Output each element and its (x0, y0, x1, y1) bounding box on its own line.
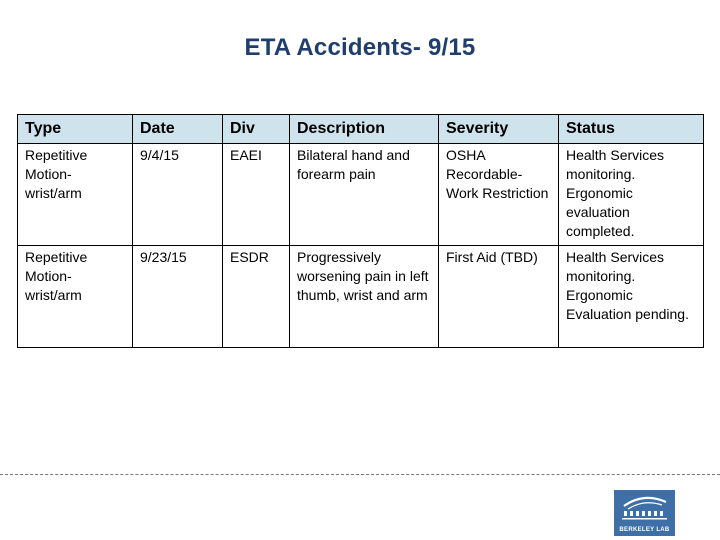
table-header-row (18, 115, 704, 144)
cell-type: Repetitive Motion-wrist/arm (18, 246, 133, 348)
cell-severity: First Aid (TBD) (439, 246, 559, 348)
cell-div: ESDR (223, 246, 290, 348)
cell-status: Health Services monitoring. Ergonomic evaluation completed. (559, 144, 704, 246)
berkeley-lab-logo (614, 490, 675, 536)
cell-description: Bilateral hand and forearm pain (290, 144, 439, 246)
header-div: Div (223, 115, 290, 144)
header-date: Date (133, 115, 223, 144)
footer-divider (0, 474, 720, 475)
slide-title: ETA Accidents- 9/15 (244, 34, 476, 61)
accidents-table (17, 114, 704, 348)
cell-severity: OSHA Recordable-Work Restriction (439, 144, 559, 246)
cell-description: Progressively worsening pain in left thumb, wrist and arm (290, 246, 439, 348)
cell-div: EAEI (223, 144, 290, 246)
table-row (18, 144, 704, 246)
header-description: Description (290, 115, 439, 144)
header-severity: Severity (439, 115, 559, 144)
header-type: Type (18, 115, 133, 144)
cell-date: 9/23/15 (133, 246, 223, 348)
logo-text: BERKELEY LAB (619, 527, 670, 533)
lab-building-icon (614, 490, 675, 526)
cell-status: Health Services monitoring. Ergonomic Evaluation pending. (559, 246, 704, 348)
table-row (18, 246, 704, 348)
cell-type: Repetitive Motion-wrist/arm (18, 144, 133, 246)
cell-date: 9/4/15 (133, 144, 223, 246)
header-status: Status (559, 115, 704, 144)
